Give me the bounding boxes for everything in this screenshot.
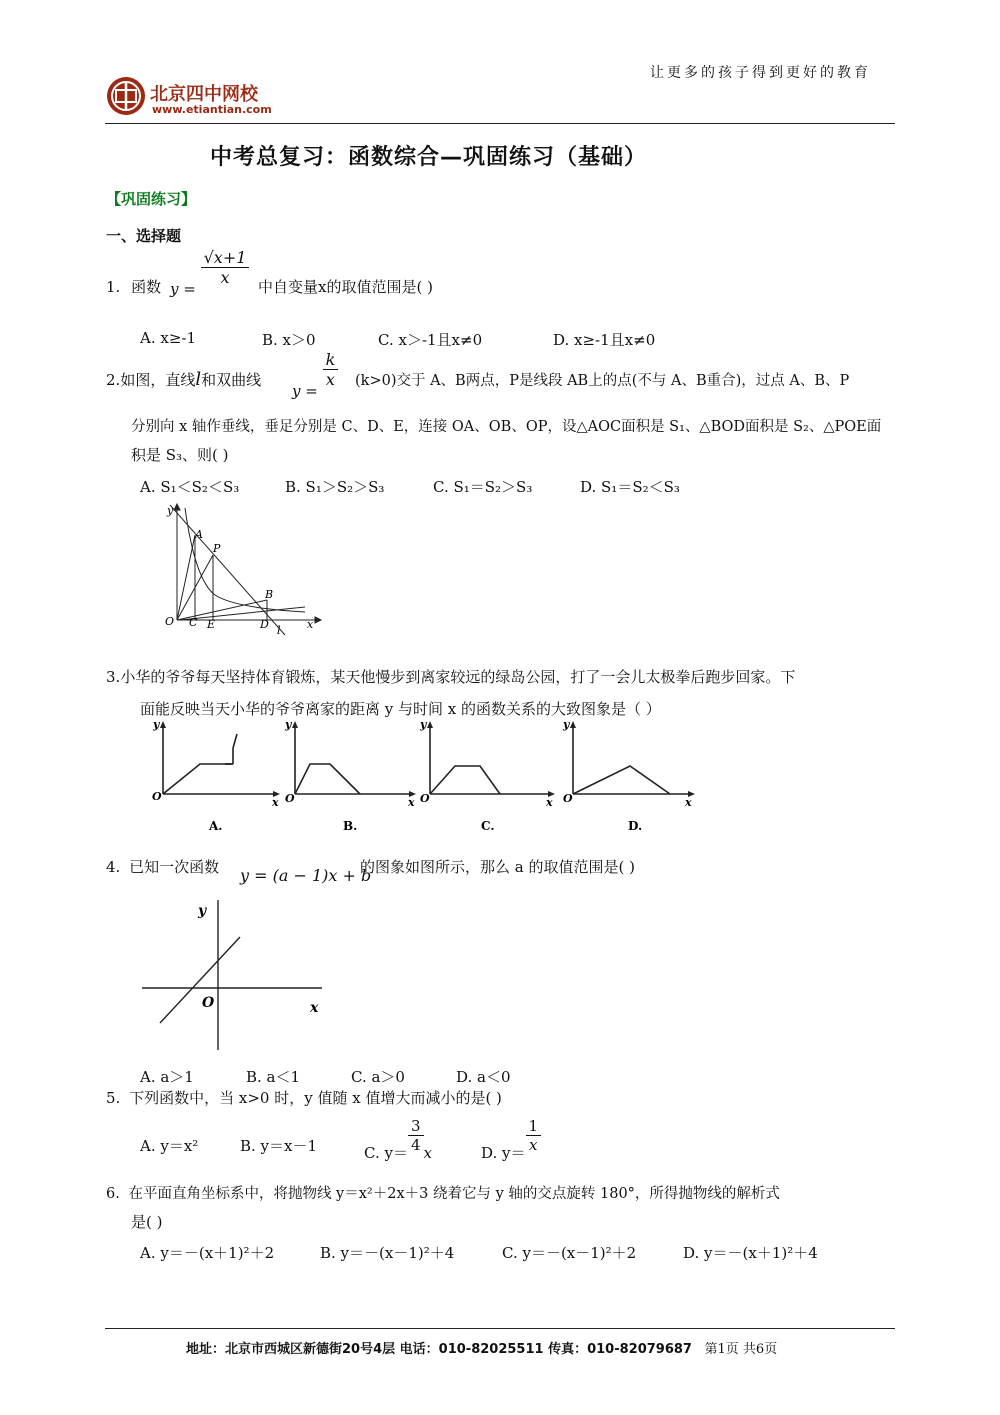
q2-option-b[interactable]: B. S₁＞S₂＞S₃ bbox=[285, 478, 385, 496]
fig-label-p: P bbox=[213, 542, 221, 555]
q4-option-a[interactable]: A. a＞1 bbox=[140, 1068, 194, 1086]
footer-divider bbox=[105, 1328, 895, 1329]
question-2-line1b: (k>0)交于 A、B两点，P是线段 AB上的点(不与 A、B重合)，过点 A、B、P bbox=[355, 373, 850, 389]
q2-pre: 如图，直线 bbox=[120, 371, 196, 389]
graph-b-x: x bbox=[408, 796, 415, 809]
graph-c-y: y bbox=[420, 718, 427, 731]
graph-d-y: y bbox=[563, 718, 570, 731]
q5-text: 下列函数中，当 x>0 时，y 值随 x 值增大而减小的是( ) bbox=[129, 1089, 502, 1107]
q6-line1-text: 在平面直角坐标系中，将抛物线 y＝x²＋2x＋3 绕着它与 y 轴的交点旋转 180°，所得抛物线的解析式 bbox=[128, 1186, 780, 1202]
q2-option-d[interactable]: D. S₁＝S₂＜S₃ bbox=[580, 478, 680, 496]
q4-pre-text: 已知一次函数 bbox=[129, 858, 220, 876]
q6-option-c[interactable]: C. y＝－(x－1)²＋2 bbox=[502, 1244, 637, 1262]
q1-option-d[interactable]: D. x≥-1且x≠0 bbox=[553, 331, 656, 349]
question-2-line2: 分别向 x 轴作垂线，垂足分别是 C、D、E，连接 OA、OB、OP，设△AOC面积是 S₁、△BOD面积是 S₂、△POE面 bbox=[131, 419, 882, 435]
q4-axis-x: x bbox=[310, 1000, 319, 1016]
formula-fraction bbox=[323, 350, 339, 389]
graph-a-label: A. bbox=[209, 819, 223, 833]
fraction-denominator: x bbox=[220, 268, 230, 287]
formula-lhs: y = bbox=[292, 381, 318, 400]
graph-c-o: O bbox=[420, 792, 430, 805]
graph-b-y: y bbox=[285, 718, 292, 731]
q2-option-a[interactable]: A. S₁＜S₂＜S₃ bbox=[140, 478, 240, 496]
footer-address: 地址：北京市西城区新德街20号4层 电话：010-82025511 传真：010-82079687 bbox=[186, 1342, 692, 1357]
fig-label-a: A bbox=[195, 528, 203, 541]
question-2-formula bbox=[292, 350, 338, 400]
q4-formula: y = (a − 1)x + b bbox=[240, 866, 372, 885]
fig-label-o: O bbox=[165, 615, 175, 628]
graph-c-label: C. bbox=[481, 819, 495, 833]
q2-mid: 和双曲线 bbox=[201, 371, 262, 389]
q5-c-post: x bbox=[423, 1143, 432, 1162]
q1-option-a[interactable]: A. x≥-1 bbox=[140, 329, 197, 347]
question-number: 6. bbox=[106, 1186, 120, 1202]
question-5 bbox=[106, 1087, 502, 1108]
fraction-numerator: k bbox=[323, 350, 339, 370]
q1-option-c[interactable]: C. x＞-1且x≠0 bbox=[378, 331, 483, 349]
q5-option-a[interactable]: A. y＝x² bbox=[140, 1137, 199, 1155]
fig-label-y: y bbox=[167, 504, 174, 517]
formula-lhs: y = bbox=[170, 279, 196, 298]
question-3-line1 bbox=[106, 666, 795, 687]
question-6-line1 bbox=[106, 1182, 780, 1203]
fig-label-d: D bbox=[260, 618, 269, 631]
q1-option-b[interactable]: B. x＞0 bbox=[262, 331, 316, 349]
question-4-pre bbox=[106, 856, 219, 877]
q2-option-c[interactable]: C. S₁＝S₂＞S₃ bbox=[433, 478, 533, 496]
section-heading: 一、选择题 bbox=[106, 227, 182, 245]
question-3-line2: 面能反映当天小华的爷爷离家的距离 y 与时间 x 的函数关系的大致图象是（ ） bbox=[140, 700, 661, 718]
fraction-denominator: x bbox=[325, 370, 335, 389]
logo-name: 北京四中网校 bbox=[150, 84, 258, 105]
footer bbox=[186, 1338, 777, 1357]
graph-d-label: D. bbox=[628, 819, 643, 833]
fig-label-l: l bbox=[277, 624, 281, 637]
q5-option-c[interactable] bbox=[364, 1117, 432, 1162]
graph-d-o: O bbox=[563, 792, 573, 805]
q4-option-b[interactable]: B. a＜1 bbox=[246, 1068, 301, 1086]
q4-axis-y: y bbox=[198, 903, 207, 919]
graph-b-o: O bbox=[285, 792, 295, 805]
q5-option-b[interactable]: B. y＝x－1 bbox=[240, 1137, 318, 1155]
fraction-denominator: 4 bbox=[410, 1136, 421, 1154]
question-1-post: 中自变量x的取值范围是( ) bbox=[258, 278, 433, 296]
q5-c-fraction bbox=[408, 1117, 424, 1154]
question-4-post: 的图象如图所示，那么 a 的取值范围是( ) bbox=[360, 858, 635, 876]
graph-a-o: O bbox=[152, 790, 162, 803]
fig-label-b: B bbox=[265, 588, 274, 601]
q3-graphs bbox=[145, 718, 705, 838]
q6-option-d[interactable]: D. y＝－(x＋1)²＋4 bbox=[683, 1244, 818, 1262]
q6-option-b[interactable]: B. y＝－(x－1)²＋4 bbox=[320, 1244, 455, 1262]
graph-c-x: x bbox=[546, 796, 553, 809]
fraction-numerator: 3 bbox=[408, 1117, 424, 1136]
question-1 bbox=[106, 276, 161, 297]
q4-option-d[interactable]: D. a＜0 bbox=[456, 1068, 511, 1086]
fraction-numerator: √x+1 bbox=[201, 248, 250, 268]
question-2-line3: 积是 S₃、则( ) bbox=[131, 446, 229, 464]
graph-b-label: B. bbox=[343, 819, 358, 833]
graph-a-x: x bbox=[272, 796, 279, 809]
question-number: 3. bbox=[106, 668, 121, 686]
graph-d-x: x bbox=[685, 796, 692, 809]
footer-page: 第1页 共6页 bbox=[704, 1342, 778, 1357]
fraction-denominator: x bbox=[529, 1136, 538, 1154]
graph-a-y: y bbox=[153, 718, 160, 731]
formula-fraction bbox=[201, 248, 250, 287]
q3-line1-text: 小华的爷爷每天坚持体育锻炼，某天他慢步到离家较远的绿岛公园，打了一会儿太极拳后跑步回家。下 bbox=[120, 668, 796, 686]
fig-label-c: C bbox=[189, 616, 198, 629]
logo-url: www.etiantian.com bbox=[152, 103, 272, 116]
q5-d-pre: D. y＝ bbox=[481, 1143, 526, 1162]
fraction-numerator: 1 bbox=[526, 1117, 542, 1136]
header-divider bbox=[105, 123, 895, 124]
question-1-formula bbox=[170, 248, 249, 298]
q5-option-d[interactable] bbox=[481, 1117, 541, 1162]
question-number: 2. bbox=[106, 371, 121, 389]
fig-label-x: x bbox=[307, 618, 314, 631]
line-l-symbol: l bbox=[195, 369, 202, 390]
fig-label-e: E bbox=[207, 618, 216, 631]
header-slogan: 让更多的孩子得到更好的教育 bbox=[650, 65, 871, 81]
logo-emblem bbox=[105, 75, 147, 117]
section-bracket: 【巩固练习】 bbox=[106, 190, 197, 208]
q6-option-a[interactable]: A. y＝－(x＋1)²＋2 bbox=[140, 1244, 275, 1262]
q4-origin: O bbox=[202, 995, 215, 1011]
page-title: 中考总复习：函数综合—巩固练习（基础） bbox=[210, 145, 648, 170]
q4-figure bbox=[140, 895, 340, 1055]
question-number: 5. bbox=[106, 1089, 121, 1107]
question-number: 1. bbox=[106, 278, 121, 296]
question-2-line1a bbox=[106, 369, 261, 390]
question-1-pre: 函数 bbox=[131, 278, 162, 296]
q5-d-fraction bbox=[526, 1117, 542, 1154]
q5-c-pre: C. y＝ bbox=[364, 1143, 408, 1162]
question-number: 4. bbox=[106, 858, 121, 876]
q4-option-c[interactable]: C. a＞0 bbox=[351, 1068, 405, 1086]
q2-figure bbox=[155, 500, 325, 640]
question-6-line2: 是( ) bbox=[131, 1213, 163, 1231]
